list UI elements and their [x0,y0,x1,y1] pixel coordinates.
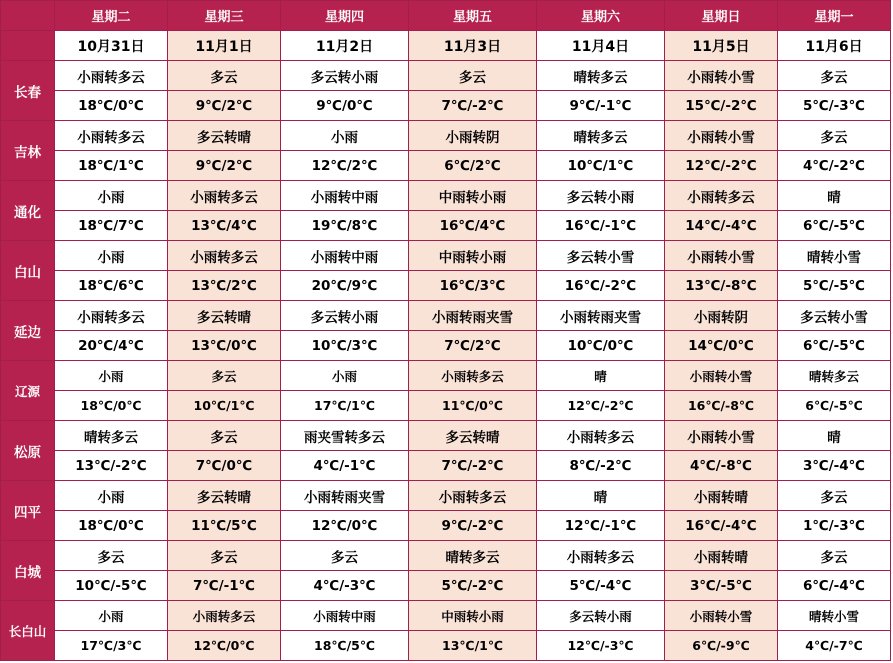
temperature-range-cell: 18℃/6℃ [55,271,168,301]
weather-condition-cell: 晴转多云 [537,121,665,151]
weather-condition-cell: 中雨转小雨 [409,241,537,271]
temperature-range-cell: 18℃/7℃ [55,211,168,241]
weather-condition-cell: 小雨转多云 [55,301,168,331]
temperature-range-cell: 1℃/-3℃ [778,511,891,541]
city-name-cell: 四平 [1,481,55,541]
weather-condition-cell: 小雨转小雪 [665,361,778,391]
weather-condition-cell: 小雨 [281,121,409,151]
weekday-header-row [1,1,891,31]
city-temperature-row [1,91,891,121]
city-weather-row [1,601,891,631]
city-temperature-row [1,151,891,181]
date-header-row [1,31,891,61]
weather-condition-cell: 晴 [778,181,891,211]
temperature-range-cell: 9℃/-1℃ [537,91,665,121]
city-weather-row [1,301,891,331]
temperature-range-cell: 13℃/1℃ [409,631,537,661]
weather-condition-cell: 中雨转小雨 [409,601,537,631]
temperature-range-cell: 12℃/0℃ [168,631,281,661]
weekday-header-cell: 星期五 [409,1,537,31]
weather-condition-cell: 小雨转阴 [409,121,537,151]
temperature-range-cell: 12℃/-2℃ [665,151,778,181]
temperature-range-cell: 12℃/0℃ [281,511,409,541]
city-weather-row [1,421,891,451]
weather-condition-cell: 小雨转中雨 [281,241,409,271]
weather-condition-cell: 晴 [537,361,665,391]
temperature-range-cell: 16℃/-1℃ [537,211,665,241]
city-name-cell: 吉林 [1,121,55,181]
weather-condition-cell: 多云转小雨 [281,301,409,331]
city-temperature-row [1,211,891,241]
city-temperature-row [1,451,891,481]
city-name-cell: 松原 [1,421,55,481]
city-temperature-row [1,271,891,301]
temperature-range-cell: 20℃/4℃ [55,331,168,361]
temperature-range-cell: 7℃/-1℃ [168,571,281,601]
temperature-range-cell: 4℃/-3℃ [281,571,409,601]
weather-condition-cell: 多云 [168,421,281,451]
temperature-range-cell: 10℃/-5℃ [55,571,168,601]
weather-condition-cell: 小雨 [55,181,168,211]
weather-condition-cell: 晴转小雪 [778,241,891,271]
city-temperature-row [1,511,891,541]
weather-condition-cell: 小雨转多云 [537,541,665,571]
weather-condition-cell: 晴转多云 [778,361,891,391]
temperature-range-cell: 7℃/2℃ [409,331,537,361]
temperature-range-cell: 3℃/-5℃ [665,571,778,601]
weather-condition-cell: 晴转多云 [409,541,537,571]
city-weather-row [1,361,891,391]
temperature-range-cell: 16℃/4℃ [409,211,537,241]
city-weather-row [1,241,891,271]
weather-condition-cell: 小雨转多云 [168,181,281,211]
weather-condition-cell: 小雨转中雨 [281,601,409,631]
city-weather-row [1,541,891,571]
weather-condition-cell: 小雨转雨夹雪 [409,301,537,331]
temperature-range-cell: 9℃/2℃ [168,151,281,181]
temperature-range-cell: 4℃/-7℃ [778,631,891,661]
temperature-range-cell: 6℃/-9℃ [665,631,778,661]
weather-condition-cell: 小雨转多云 [409,481,537,511]
weather-condition-cell: 多云 [168,361,281,391]
date-cell: 11月6日 [778,31,891,61]
date-cell: 11月4日 [537,31,665,61]
weather-condition-cell: 晴转多云 [55,421,168,451]
temperature-range-cell: 19℃/8℃ [281,211,409,241]
weather-condition-cell: 多云转小雨 [537,181,665,211]
weekday-header-cell: 星期一 [778,1,891,31]
city-name-cell: 延边 [1,301,55,361]
city-name-cell: 长白山 [1,601,55,661]
temperature-range-cell: 13℃/2℃ [168,271,281,301]
date-cell: 11月3日 [409,31,537,61]
weather-condition-cell: 中雨转小雨 [409,181,537,211]
city-temperature-row [1,571,891,601]
weather-condition-cell: 小雨转雨夹雪 [537,301,665,331]
city-name-cell: 辽源 [1,361,55,421]
weekday-header-cell: 星期六 [537,1,665,31]
temperature-range-cell: 6℃/2℃ [409,151,537,181]
temperature-range-cell: 18℃/0℃ [55,391,168,421]
weather-condition-cell: 小雨转小雪 [665,601,778,631]
city-temperature-row [1,331,891,361]
weather-condition-cell: 多云转晴 [168,301,281,331]
temperature-range-cell: 17℃/1℃ [281,391,409,421]
temperature-range-cell: 9℃/-2℃ [409,511,537,541]
temperature-range-cell: 16℃/3℃ [409,271,537,301]
temperature-range-cell: 20℃/9℃ [281,271,409,301]
temperature-range-cell: 5℃/-5℃ [778,271,891,301]
temperature-range-cell: 7℃/0℃ [168,451,281,481]
weather-condition-cell: 小雨转中雨 [281,181,409,211]
weather-condition-cell: 多云转晴 [168,481,281,511]
temperature-range-cell: 18℃/0℃ [55,511,168,541]
weather-condition-cell: 多云转晴 [168,121,281,151]
weather-condition-cell: 多云 [778,121,891,151]
weather-condition-cell: 多云转小雨 [537,601,665,631]
temperature-range-cell: 9℃/0℃ [281,91,409,121]
temperature-range-cell: 4℃/-1℃ [281,451,409,481]
weather-condition-cell: 小雨转多云 [409,361,537,391]
weather-condition-cell: 小雨转小雪 [665,61,778,91]
date-cell: 10月31日 [55,31,168,61]
city-name-cell: 长春 [1,61,55,121]
temperature-range-cell: 6℃/-4℃ [778,571,891,601]
temperature-range-cell: 12℃/2℃ [281,151,409,181]
temperature-range-cell: 4℃/-8℃ [665,451,778,481]
weekday-header-cell: 星期三 [168,1,281,31]
weather-condition-cell: 多云 [168,61,281,91]
weather-condition-cell: 多云 [55,541,168,571]
weather-condition-cell: 小雨 [281,361,409,391]
temperature-range-cell: 5℃/-4℃ [537,571,665,601]
city-weather-row [1,481,891,511]
weather-condition-cell: 小雨 [55,361,168,391]
temperature-range-cell: 11℃/5℃ [168,511,281,541]
weather-condition-cell: 多云 [168,541,281,571]
temperature-range-cell: 6℃/-5℃ [778,331,891,361]
temperature-range-cell: 12℃/-2℃ [537,391,665,421]
weather-condition-cell: 小雨 [55,241,168,271]
weather-condition-cell: 小雨转多云 [168,601,281,631]
weather-condition-cell: 小雨转多云 [537,421,665,451]
weather-condition-cell: 晴 [778,421,891,451]
temperature-range-cell: 3℃/-4℃ [778,451,891,481]
temperature-range-cell: 5℃/-3℃ [778,91,891,121]
temperature-range-cell: 5℃/-2℃ [409,571,537,601]
weather-condition-cell: 小雨 [55,601,168,631]
date-cell: 11月5日 [665,31,778,61]
city-temperature-row [1,631,891,661]
temperature-range-cell: 13℃/-2℃ [55,451,168,481]
temperature-range-cell: 13℃/4℃ [168,211,281,241]
weather-condition-cell: 多云 [281,541,409,571]
temperature-range-cell: 10℃/1℃ [168,391,281,421]
weather-condition-cell: 小雨转小雪 [665,421,778,451]
temperature-range-cell: 18℃/1℃ [55,151,168,181]
weather-condition-cell: 多云转小雪 [778,301,891,331]
weather-condition-cell: 小雨转多云 [665,181,778,211]
date-corner-cell [1,31,55,61]
weekday-header-cell: 星期二 [55,1,168,31]
city-name-cell: 白城 [1,541,55,601]
date-cell: 11月1日 [168,31,281,61]
weekday-header-cell: 星期日 [665,1,778,31]
weather-condition-cell: 小雨转晴 [665,541,778,571]
weather-condition-cell: 小雨转雨夹雪 [281,481,409,511]
temperature-range-cell: 10℃/0℃ [537,331,665,361]
city-weather-row [1,181,891,211]
temperature-range-cell: 4℃/-2℃ [778,151,891,181]
weather-condition-cell: 多云转晴 [409,421,537,451]
weather-condition-cell: 小雨转多云 [55,61,168,91]
city-weather-row [1,121,891,151]
temperature-range-cell: 17℃/3℃ [55,631,168,661]
weather-condition-cell: 小雨转多云 [168,241,281,271]
temperature-range-cell: 13℃/0℃ [168,331,281,361]
temperature-range-cell: 14℃/-4℃ [665,211,778,241]
temperature-range-cell: 16℃/-2℃ [537,271,665,301]
weather-condition-cell: 雨夹雪转多云 [281,421,409,451]
weather-condition-cell: 小雨转多云 [55,121,168,151]
weather-condition-cell: 小雨转阴 [665,301,778,331]
weekday-header-cell: 星期四 [281,1,409,31]
temperature-range-cell: 18℃/0℃ [55,91,168,121]
weather-condition-cell: 小雨转小雪 [665,241,778,271]
weather-condition-cell: 多云 [778,61,891,91]
header-corner-cell [1,1,55,31]
temperature-range-cell: 10℃/1℃ [537,151,665,181]
temperature-range-cell: 6℃/-5℃ [778,391,891,421]
city-name-cell: 白山 [1,241,55,301]
weather-condition-cell: 多云 [778,541,891,571]
temperature-range-cell: 12℃/-1℃ [537,511,665,541]
weather-condition-cell: 小雨转小雪 [665,121,778,151]
temperature-range-cell: 11℃/0℃ [409,391,537,421]
temperature-range-cell: 16℃/-8℃ [665,391,778,421]
city-name-cell: 通化 [1,181,55,241]
temperature-range-cell: 14℃/0℃ [665,331,778,361]
weather-condition-cell: 多云转小雨 [281,61,409,91]
weather-condition-cell: 晴 [537,481,665,511]
temperature-range-cell: 10℃/3℃ [281,331,409,361]
temperature-range-cell: 13℃/-8℃ [665,271,778,301]
temperature-range-cell: 16℃/-4℃ [665,511,778,541]
temperature-range-cell: 7℃/-2℃ [409,91,537,121]
temperature-range-cell: 8℃/-2℃ [537,451,665,481]
city-weather-row [1,61,891,91]
temperature-range-cell: 6℃/-5℃ [778,211,891,241]
temperature-range-cell: 9℃/2℃ [168,91,281,121]
weather-condition-cell: 小雨 [55,481,168,511]
city-temperature-row [1,391,891,421]
weather-condition-cell: 多云 [778,481,891,511]
weather-condition-cell: 晴转小雪 [778,601,891,631]
temperature-range-cell: 12℃/-3℃ [537,631,665,661]
temperature-range-cell: 18℃/5℃ [281,631,409,661]
weather-condition-cell: 多云 [409,61,537,91]
temperature-range-cell: 15℃/-2℃ [665,91,778,121]
temperature-range-cell: 7℃/-2℃ [409,451,537,481]
date-cell: 11月2日 [281,31,409,61]
weather-condition-cell: 小雨转晴 [665,481,778,511]
weather-condition-cell: 晴转多云 [537,61,665,91]
weather-condition-cell: 多云转小雪 [537,241,665,271]
